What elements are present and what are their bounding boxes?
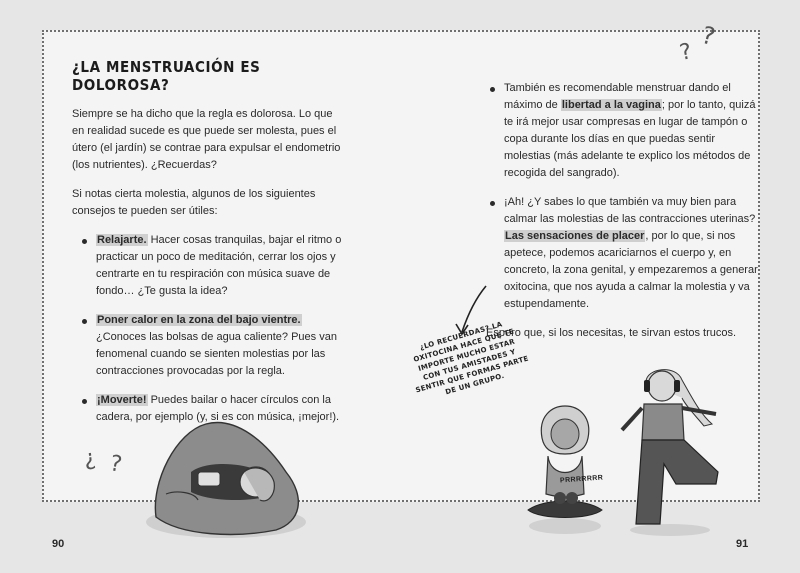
tips-intro-paragraph: Si notas cierta molestia, algunos de los siguientes consejos te pueden ser útiles: xyxy=(72,188,316,217)
question-mark-icon: ? xyxy=(107,451,124,478)
tip-freedom xyxy=(480,80,760,182)
dancing-girl-illustration xyxy=(616,364,736,540)
question-mark-icon: ? xyxy=(698,20,718,52)
tip-highlight: Poner calor en la zona del bajo vientre. xyxy=(97,314,301,326)
tip-text: , por lo que, si nos apetece, podemos acariciarnos el cuerpo y, en concreto, la zona genital, y empezaremos a generar oxitocina, que nos ayuda a calmar la molestia y va estupendamente. xyxy=(504,230,758,310)
section-title: ¿LA MENSTRUACIÓN ES DOLOROSA? xyxy=(72,58,261,94)
question-mark-icon: ? xyxy=(677,39,695,66)
tip-highlight: Relajarte. xyxy=(97,234,147,246)
tip-highlight: Las sensaciones de placer xyxy=(505,230,645,242)
intro-paragraph: Siempre se ha dicho que la regla es dolorosa. Lo que en realidad sucede es que puede ser molesta, pues el útero (el jardín) se contrae para expulsar el endometrio (los nutrientes). ¿Recuerdas? xyxy=(72,108,341,171)
closing-paragraph: Espero que, si los necesitas, te sirvan estos trucos. xyxy=(486,327,737,339)
tip-text: Puedes bailar o hacer círculos con la cadera, por ejemplo (y, si es con música, ¡mejor!). xyxy=(96,394,340,423)
tip-pleasure xyxy=(480,194,760,313)
tip-text: ; por lo tanto, quizá te irá mejor usar compresas en lugar de tampón o copa durante los días en que puedas sentir molestias (más adelante te explico los métodos de recogida del sangrado). xyxy=(504,99,756,179)
tip-heat xyxy=(72,312,342,380)
meditating-girl-illustration xyxy=(520,398,610,538)
oxytocin-callout: ¿LO RECUERDAS? LA OXITOCINA HACE QUE TE IMPORTE MUCHO ESTAR CON TUS AMISTADES Y SENTIR QUE FORMAS PARTE DE UN GRUPO. xyxy=(412,320,530,397)
tips-list xyxy=(72,232,342,426)
tip-text: ¡Ah! ¿Y sabes lo que también va muy bien para calmar las molestias de las contracciones uterinas? xyxy=(504,196,756,225)
beanbag-girl-illustration xyxy=(136,412,316,540)
inverted-question-mark-icon: ¿ xyxy=(82,445,97,472)
right-page-text xyxy=(480,80,760,354)
tip-text: También es recomendable menstruar dando el máximo de xyxy=(504,82,731,111)
tip-highlight: ¡Moverte! xyxy=(97,394,147,406)
tip-relax xyxy=(72,232,342,300)
page-number-right: 91 xyxy=(736,538,749,550)
purr-sound-text: PRRRRRRR xyxy=(559,474,604,485)
tip-text: Hacer cosas tranquilas, bajar el ritmo o practicar un poco de meditación, cerrar los ojos y centrarte en tu respiración con música suave de fondo… ¿Te gusta la idea? xyxy=(96,234,342,297)
tip-highlight: libertad a la vagina xyxy=(561,99,661,111)
page-number-left: 90 xyxy=(52,538,65,550)
left-page-text xyxy=(72,58,342,438)
tips-list-continued xyxy=(480,80,760,313)
tip-text: ¿Conoces las bolsas de agua caliente? Pues van fenomenal cuando se sienten molestias por las contracciones provocadas por la regla. xyxy=(96,331,337,377)
